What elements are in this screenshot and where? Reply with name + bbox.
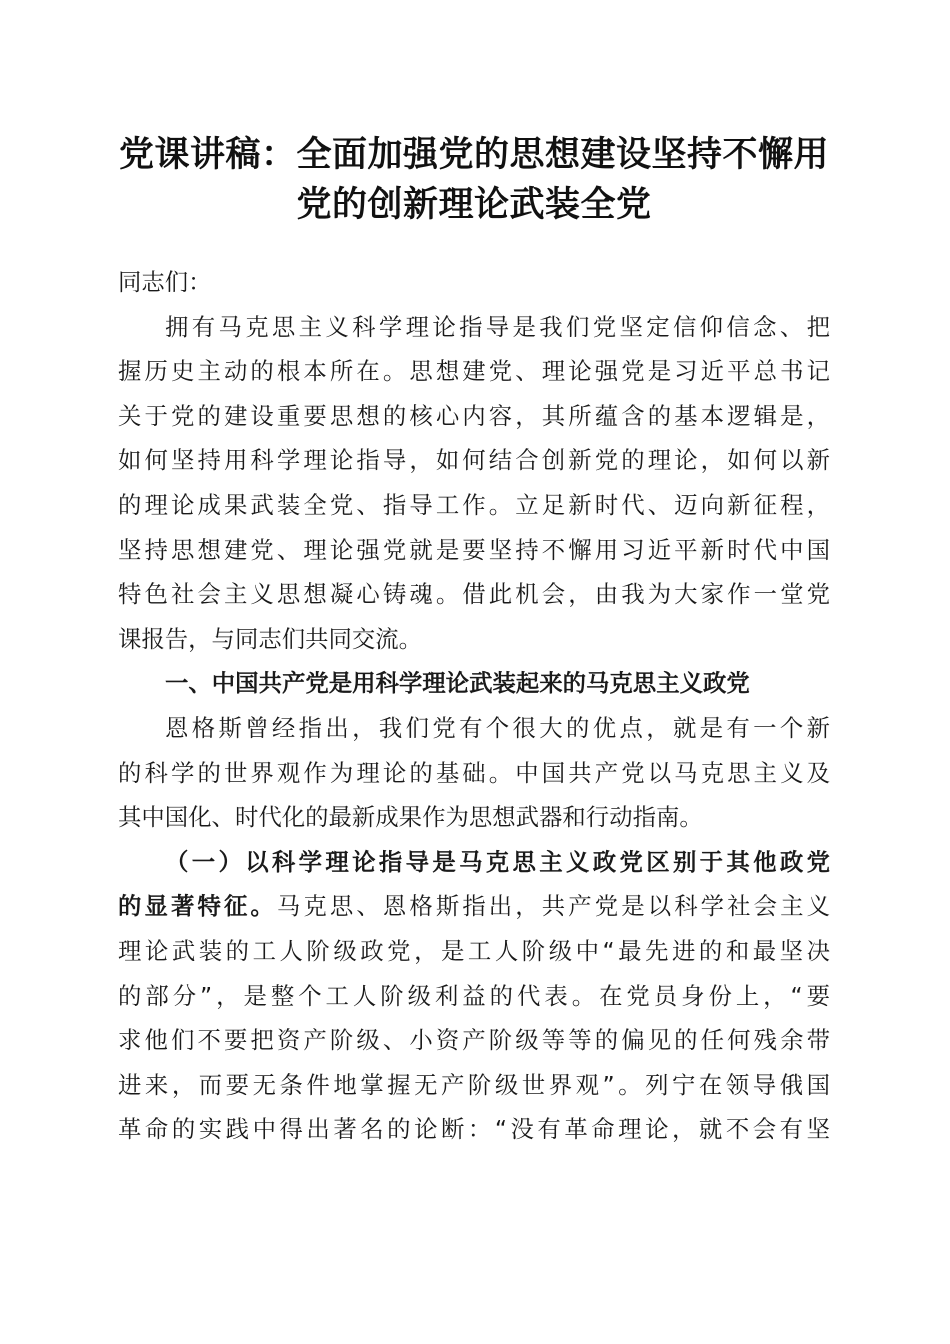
paragraph-text: 马克思、恩格斯指出，共产党是以科学社会主义 [276, 892, 831, 921]
paragraph-line: 恩格斯曾经指出，我们党有个很大的优点，就是有一个新 [165, 713, 830, 742]
paragraph-line: 的科学的世界观作为理论的基础。中国共产党以马克思主义及 [118, 758, 830, 787]
title-line: 党课讲稿：全面加强党的思想建设坚持不懈用 [118, 134, 829, 175]
document-body [118, 260, 830, 1152]
paragraph-line: 课报告，与同志们共同交流。 [118, 624, 423, 653]
document-title [118, 130, 830, 230]
paragraph-line: 的部分”，是整个工人阶级利益的代表。在党员身份上，“要 [118, 981, 830, 1010]
paragraph-line: 求他们不要把资产阶级、小资产阶级等等的偏见的任何残余带 [118, 1026, 830, 1055]
title-line: 党的创新理论武装全党 [296, 184, 652, 225]
section-heading: 一、中国共产党是用科学理论武装起来的马克思主义政党 [165, 669, 750, 698]
subsection-heading-end: 的显著特征。 [118, 892, 277, 921]
paragraph-line: 理论武装的工人阶级政党，是工人阶级中“最先进的和最坚决 [118, 936, 830, 965]
paragraph-line: 的理论成果武装全党、指导工作。立足新时代、迈向新征程， [118, 490, 830, 519]
paragraph-line: 如何坚持用科学理论指导，如何结合创新党的理论，如何以新 [118, 446, 830, 475]
paragraph-line: 革命的实践中得出著名的论断：“没有革命理论，就不会有坚 [118, 1115, 830, 1144]
paragraph-line: 握历史主动的根本所在。思想建党、理论强党是习近平总书记 [118, 357, 830, 386]
paragraph-line: 坚持思想建党、理论强党就是要坚持不懈用习近平新时代中国 [118, 535, 830, 564]
paragraph-line: 关于党的建设重要思想的核心内容，其所蕴含的基本逻辑是， [118, 401, 830, 430]
salutation: 同志们： [118, 268, 212, 296]
paragraph-line [118, 884, 830, 929]
paragraph-line: 其中国化、时代化的最新成果作为思想武器和行动指南。 [118, 803, 703, 832]
paragraph-line: 特色社会主义思想凝心铸魂。借此机会，由我为大家作一堂党 [118, 580, 830, 609]
paragraph-line: 拥有马克思主义科学理论指导是我们党坚定信仰信念、把 [165, 312, 830, 341]
subsection-heading: （一）以科学理论指导是马克思主义政党区别于其他政党 [165, 847, 830, 876]
paragraph-line: 进来，而要无条件地掌握无产阶级世界观”。列宁在领导俄国 [118, 1070, 830, 1099]
